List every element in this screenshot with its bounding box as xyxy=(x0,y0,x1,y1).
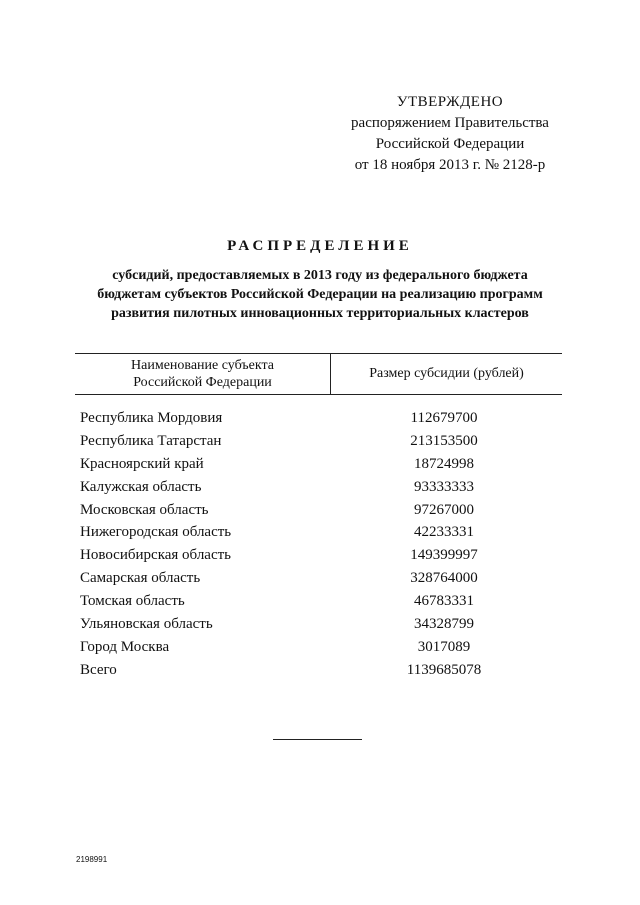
region-name: Калужская область xyxy=(80,478,202,495)
subsidy-amount: 18724998 xyxy=(414,455,474,472)
subtitle-line-1: субсидий, предоставляемых в 2013 году из федерального бюджета xyxy=(112,268,528,283)
table-header xyxy=(75,353,562,395)
table-row xyxy=(80,567,560,590)
region-name: Томская область xyxy=(80,593,185,610)
total-amount: 1139685078 xyxy=(406,661,482,678)
subsidy-amount: 42233331 xyxy=(414,524,474,541)
table-row xyxy=(80,430,560,453)
subsidy-amount: 97267000 xyxy=(414,501,474,518)
region-name: Республика Татарстан xyxy=(80,432,222,449)
approval-stamp: УТВЕРЖДЕНО xyxy=(396,94,504,110)
header-region-line-1: Наименование субъекта xyxy=(131,358,274,373)
table-row xyxy=(80,453,560,476)
approval-block xyxy=(330,92,570,176)
subsidy-amount: 149399997 xyxy=(410,547,478,564)
table-row xyxy=(80,613,560,636)
table-row xyxy=(80,544,560,567)
region-name: Самарская область xyxy=(80,570,201,587)
subsidy-amount: 34328799 xyxy=(414,616,474,633)
approval-date-number: от 18 ноября 2013 г. № 2128-р xyxy=(354,157,546,173)
table-row xyxy=(80,590,560,613)
table-row xyxy=(80,636,560,659)
header-region-line-2: Российской Федерации xyxy=(133,375,272,390)
region-name: Красноярский край xyxy=(80,455,204,472)
document-code: 2198991 xyxy=(76,855,108,864)
document-title: РАСПРЕДЕЛЕНИЕ xyxy=(227,238,413,254)
region-name: Нижегородская область xyxy=(80,524,232,541)
table-row xyxy=(80,521,560,544)
region-name: Ульяновская область xyxy=(80,616,213,633)
table-row xyxy=(80,476,560,499)
subsidy-amount: 328764000 xyxy=(410,570,478,587)
header-region-name xyxy=(75,354,330,394)
approval-country: Российской Федерации xyxy=(375,136,525,152)
approval-authority: распоряжением Правительства xyxy=(351,115,549,131)
table-row xyxy=(80,499,560,522)
subsidy-amount: 46783331 xyxy=(414,593,474,610)
subsidy-amount: 3017089 xyxy=(417,638,471,655)
header-subsidy-amount: Размер субсидии (рублей) xyxy=(369,366,524,381)
table-row xyxy=(80,407,560,430)
subsidy-amount: 112679700 xyxy=(410,410,478,426)
region-name: Московская область xyxy=(80,501,209,518)
subtitle-line-3: развития пилотных инновационных территориальных кластеров xyxy=(111,306,529,321)
document-subtitle xyxy=(60,266,580,323)
table-body xyxy=(80,407,560,682)
table-row-total xyxy=(80,659,560,682)
end-of-document-line xyxy=(273,739,362,740)
subsidy-amount: 93333333 xyxy=(414,478,474,495)
region-name: Город Москва xyxy=(80,638,170,655)
region-name: Новосибирская область xyxy=(80,547,232,564)
total-label: Всего xyxy=(80,661,117,678)
region-name: Республика Мордовия xyxy=(80,410,223,426)
subsidy-amount: 213153500 xyxy=(410,432,478,449)
subtitle-line-2: бюджетам субъектов Российской Федерации на реализацию программ xyxy=(97,287,543,302)
